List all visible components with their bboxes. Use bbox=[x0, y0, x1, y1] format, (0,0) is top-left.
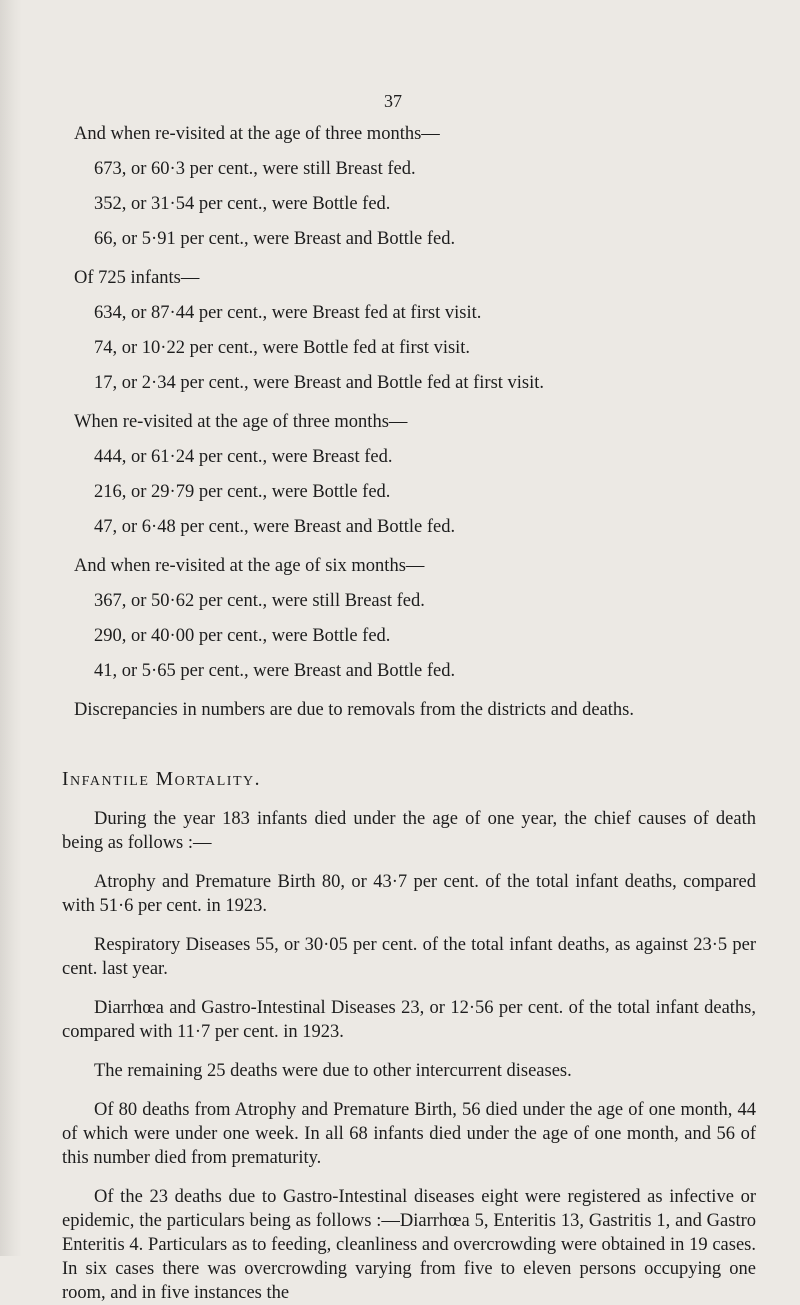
page-edge-shadow bbox=[0, 0, 22, 1256]
feeding-line: 367, or 50·62 per cent., were still Breast fed. bbox=[94, 591, 425, 611]
mortality-paragraph: The remaining 25 deaths were due to other intercurrent diseases. bbox=[94, 1061, 572, 1081]
mortality-paragraph: Of the 23 deaths due to Gastro-Intestinal diseases eight were registered as infective or epidemic, the particulars being as follows :—Diarrhœa 5, Enteritis 13, Gastritis 1, and Gastro Enteritis 4. Particulars as to feeding, cleanliness and overcrowding were obtained in 19 cases. In six cases there was overcrowding varying from five to eleven persons occupying one room, and in five instances the bbox=[62, 1187, 756, 1303]
feeding-line: 41, or 5·65 per cent., were Breast and Bottle fed. bbox=[94, 661, 456, 681]
feeding-line: 673, or 60·3 per cent., were still Breast fed. bbox=[94, 159, 416, 179]
feeding-line: 352, or 31·54 per cent., were Bottle fed. bbox=[94, 194, 391, 214]
feeding-line: 634, or 87·44 per cent., were Breast fed at first visit. bbox=[94, 303, 482, 323]
mortality-paragraph: Atrophy and Premature Birth 80, or 43·7 per cent. of the total infant deaths, compared with 51·6 per cent. in 1923. bbox=[62, 872, 756, 916]
discrepancies-note: Discrepancies in numbers are due to removals from the districts and deaths. bbox=[74, 700, 634, 720]
revisit-three-months-intro: And when re-visited at the age of three months— bbox=[74, 124, 440, 144]
feeding-line: 444, or 61·24 per cent., were Breast fed. bbox=[94, 447, 393, 467]
revisit-six-months-intro: And when re-visited at the age of six months— bbox=[74, 556, 425, 576]
feeding-line: 47, or 6·48 per cent., were Breast and Bottle fed. bbox=[94, 517, 456, 537]
mortality-paragraph: During the year 183 infants died under the age of one year, the chief causes of death being as follows :— bbox=[62, 809, 756, 853]
feeding-line: 66, or 5·91 per cent., were Breast and Bottle fed. bbox=[94, 229, 456, 249]
section-heading: Infantile Mortality. bbox=[62, 769, 262, 790]
feeding-line: 216, or 29·79 per cent., were Bottle fed. bbox=[94, 482, 391, 502]
feeding-line: 17, or 2·34 per cent., were Breast and Bottle fed at first visit. bbox=[94, 373, 545, 393]
mortality-paragraph: Of 80 deaths from Atrophy and Premature Birth, 56 died under the age of one month, 44 of which were under one week. In all 68 infants died under the age of one month, and 56 of this number died from prematurity. bbox=[62, 1100, 756, 1168]
feeding-line: 74, or 10·22 per cent., were Bottle fed at first visit. bbox=[94, 338, 471, 358]
page-number: 37 bbox=[384, 91, 402, 111]
infants-intro: Of 725 infants— bbox=[74, 268, 200, 288]
feeding-line: 290, or 40·00 per cent., were Bottle fed. bbox=[94, 626, 391, 646]
mortality-paragraph: Respiratory Diseases 55, or 30·05 per cent. of the total infant deaths, as against 23·5 per cent. last year. bbox=[62, 935, 756, 979]
revisit-three-months-intro: When re-visited at the age of three months— bbox=[74, 412, 408, 432]
mortality-paragraph: Diarrhœa and Gastro-Intestinal Diseases 23, or 12·56 per cent. of the total infant deaths, compared with 11·7 per cent. in 1923. bbox=[62, 998, 756, 1042]
page-content bbox=[62, 122, 756, 1305]
